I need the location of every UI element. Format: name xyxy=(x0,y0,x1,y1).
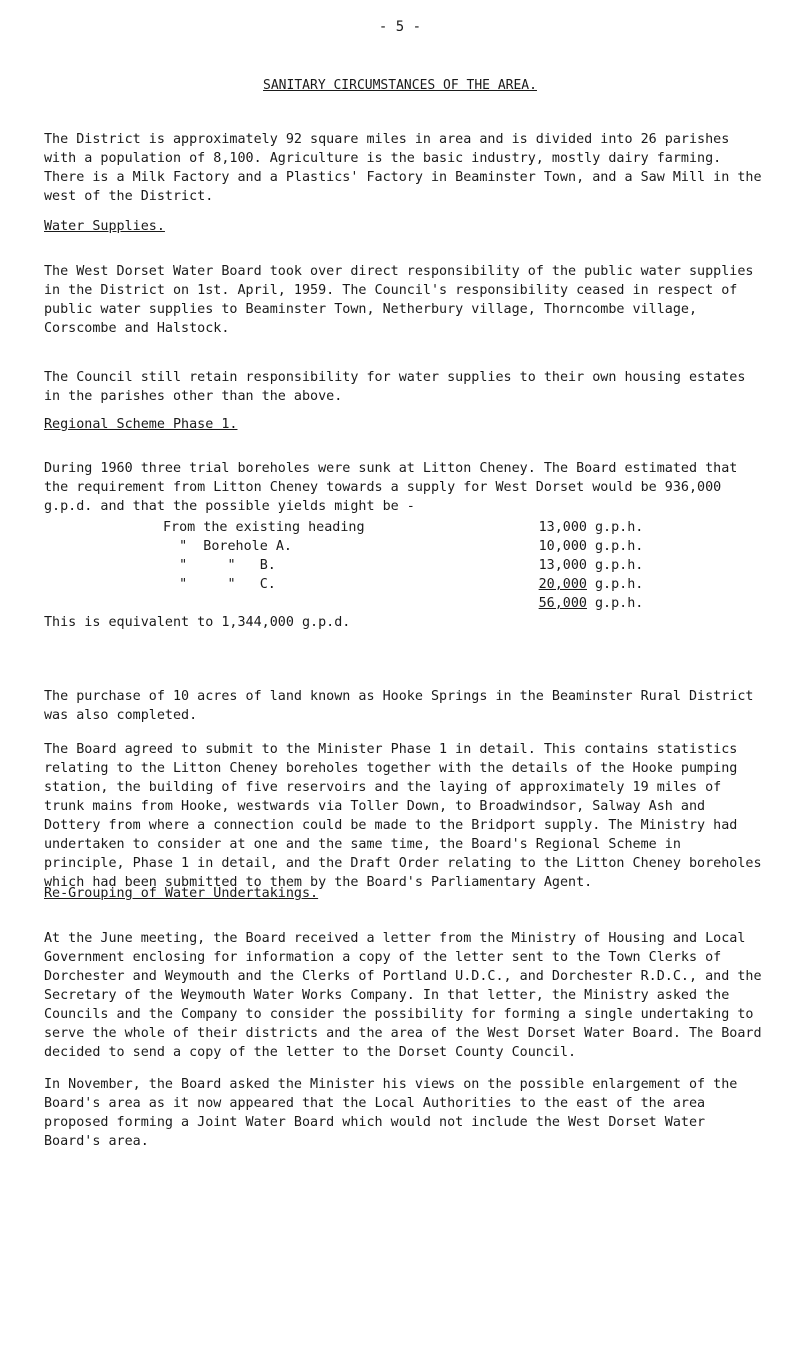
yield-unit: g.p.h. xyxy=(595,539,644,554)
water-supplies-heading: Water Supplies. xyxy=(44,219,165,234)
yield-unit: g.p.h. xyxy=(595,577,644,592)
yields-table xyxy=(163,518,643,613)
yield-source: From the existing heading xyxy=(163,520,365,535)
yield-row xyxy=(163,518,643,537)
yield-source xyxy=(163,594,515,613)
yield-row xyxy=(163,556,643,575)
equivalent-line: This is equivalent to 1,344,000 g.p.d. xyxy=(44,615,351,630)
water-supplies-paragraph-2: The Council still retain responsibility for water supplies to their own housing estates in the parishes other than the above. xyxy=(44,370,746,404)
yield-row xyxy=(163,575,643,594)
yield-source: " " C. xyxy=(163,577,276,592)
yield-unit: g.p.h. xyxy=(595,520,644,535)
regrouping-paragraph-1: At the June meeting, the Board received a letter from the Ministry of Housing and Local Government enclosing for information a copy of the letter sent to the Town Clerks of Dorchester and Weymouth and the Clerks of Portland U.D.C., and Dorchester R.D.C., and the Secretary of the Weymouth Water Works Company. In that letter, the Ministry asked the Councils and the Company to consider the possibility for forming a single undertaking to serve the whole of their districts and the area of the West Dorset Water Board. The Board decided to send a copy of the letter to the Dorset County Council. xyxy=(44,931,762,1060)
yield-value: 13,000 xyxy=(538,558,587,573)
page-number: - 5 - xyxy=(378,19,422,35)
regional-scheme-paragraph-3: The Board agreed to submit to the Minister Phase 1 in detail. This contains statistics relating to the Litton Cheney boreholes together with the details of the Hooke pumping station, the building of five reservoirs and the laying of approximately 19 miles of trunk mains from Hooke, westwards via Toller Down, to Broadwindsor, Salway Ash and Dottery from where a connection could be made to the Bridport supply. The Ministry had undertaken to consider at one and the same time, the Board's Regional Scheme in principle, Phase 1 in detail, and the Draft Order relating to the Litton Cheney boreholes which had been submitted to them by the Board's Parliamentary Agent. xyxy=(44,742,762,890)
yield-row xyxy=(163,537,643,556)
regional-scheme-paragraph-2: The purchase of 10 acres of land known as Hooke Springs in the Beaminster Rural District was also completed. xyxy=(44,689,754,723)
regional-scheme-heading: Regional Scheme Phase 1. xyxy=(44,417,238,432)
yield-value: 20,000 xyxy=(538,577,587,592)
main-heading: SANITARY CIRCUMSTANCES OF THE AREA. xyxy=(263,78,537,93)
yield-value: 10,000 xyxy=(538,539,587,554)
regrouping-paragraph-2: In November, the Board asked the Minister his views on the possible enlargement of the Board's area as it now appeared that the Local Authorities to the east of the area proposed forming a Joint Water Board which would not include the West Dorset Water Board's area. xyxy=(44,1077,738,1149)
yield-unit: g.p.h. xyxy=(595,596,644,611)
yield-source: " " B. xyxy=(163,558,276,573)
regrouping-heading: Re-Grouping of Water Undertakings. xyxy=(44,886,319,901)
regional-scheme-paragraph-1: During 1960 three trial boreholes were sunk at Litton Cheney. The Board estimated that the requirement from Litton Cheney towards a supply for West Dorset would be 936,000 g.p.d. and that the possible yields might be - xyxy=(44,461,738,514)
yield-total-value: 56,000 xyxy=(538,596,587,611)
yield-unit: g.p.h. xyxy=(595,558,644,573)
yield-total-row xyxy=(163,594,643,613)
water-supplies-paragraph-1: The West Dorset Water Board took over direct responsibility of the public water supplies in the District on 1st. April, 1959. The Council's responsibility ceased in respect of public water supplies to Beaminster Town, Netherbury village, Thorncombe village, Corscombe and Halstock. xyxy=(44,264,754,336)
intro-paragraph: The District is approximately 92 square miles in area and is divided into 26 parishes with a population of 8,100. Agriculture is the basic industry, mostly dairy farming. There is a Milk Factory and a Plastics' Factory in Beaminster Town, and a Saw Mill in the west of the District. xyxy=(44,132,762,204)
yield-source: " Borehole A. xyxy=(163,539,292,554)
yield-value: 13,000 xyxy=(538,520,587,535)
